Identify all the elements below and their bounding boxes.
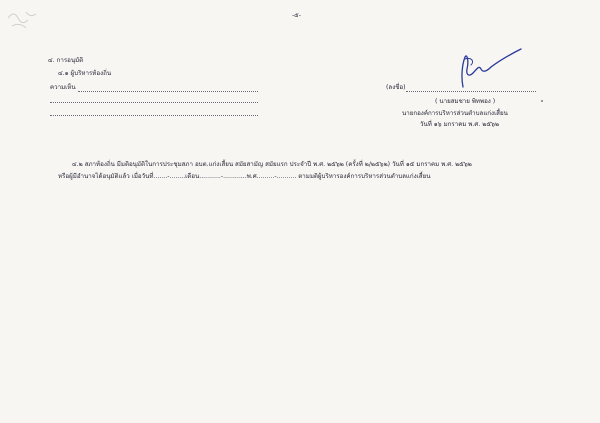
page-number: -๕- xyxy=(292,12,301,19)
opinion-line-3 xyxy=(50,115,258,116)
handwritten-signature xyxy=(455,47,525,89)
opinion-label: ความเห็น xyxy=(50,84,76,91)
stray-dot xyxy=(541,100,543,102)
opinion-line-1 xyxy=(78,91,258,92)
signature-line xyxy=(406,91,536,92)
signer-title: นายกองค์การบริหารส่วนตำบลแก่งเสี้ยน xyxy=(402,110,508,117)
margin-scribble-mark xyxy=(4,4,44,32)
section-subtitle: ๔.๑ ผู้บริหารท้องถิ่น xyxy=(58,70,112,77)
resolution-line-1: ๔.๒ สภาท้องถิ่น มีมติอนุมัติในการประชุมสภา อบต.แก่งเสี้ยน สมัยสามัญ สมัยแรก ประจำปี พ.ศ. ๒๕๖๒ (ครั้งที่ ๒/๒๕๖๒) วันที่ ๑๕ มกราคม พ.ศ. ๒๕๖๒ xyxy=(72,161,472,168)
signer-name: ( นายสมชาย พิทพอง ) xyxy=(435,98,496,105)
resolution-line-2: หรือผู้มีอำนาจได้อนุมัติแล้ว เมื่อวันที่.......-........เดือน...........-............พ.ศ.........-.......... ตามมติผู้บริหารองค์การบริหารส่วนตำบลแก่งเสี้ยน xyxy=(58,173,431,180)
sign-date: วันที่ ๑๖ มกราคม พ.ศ. ๒๕๖๒ xyxy=(420,121,500,128)
section-title: ๔. การอนุมัติ xyxy=(48,57,84,64)
opinion-line-2 xyxy=(50,102,258,103)
sign-label: (ลงชื่อ) xyxy=(386,84,406,91)
